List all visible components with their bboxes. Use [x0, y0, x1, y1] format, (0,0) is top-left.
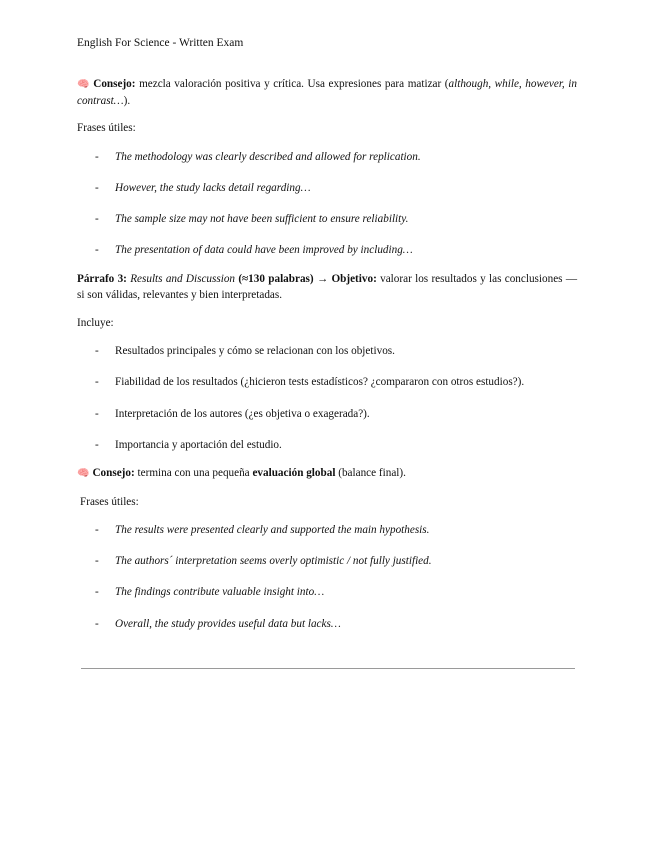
list-item: - Interpretación de los autores (¿es objetiva o exagerada?).: [95, 408, 370, 420]
phrases-label-2: Frases útiles:: [80, 496, 139, 508]
tip-text: termina con una pequeña: [134, 467, 253, 479]
arrow-icon: →: [313, 273, 332, 285]
list-item: - Importancia y aportación del estudio.: [95, 439, 282, 451]
phrases-label-1: Frases útiles:: [77, 122, 136, 134]
list-item: - Overall, the study provides useful data but lacks…: [95, 618, 341, 630]
list-item: - Fiabilidad de los resultados (¿hicieron tests estadísticos? ¿compararon con otros estudios?).: [95, 376, 525, 388]
list-item: - The results were presented clearly and supported the main hypothesis.: [95, 524, 430, 536]
section-name: Results and Discussion: [126, 273, 239, 285]
list-item: - The findings contribute valuable insight into…: [95, 586, 325, 598]
list-item: - Resultados principales y cómo se relacionan con los objetivos.: [95, 345, 395, 357]
tip-emphasis: evaluación global: [252, 467, 336, 479]
tip-paragraph-2: [77, 465, 577, 482]
list-item: - The presentation of data could have been improved by including…: [95, 244, 413, 256]
list-item: - The authors´ interpretation seems overly optimistic / not fully justified.: [95, 555, 432, 567]
objective-label: Objetivo:: [331, 273, 377, 285]
brain-icon: 🧠: [77, 79, 91, 90]
brain-icon: 🧠: [77, 468, 90, 479]
tip-text: mezcla valoración positiva y crítica. Usa expresiones para matizar (: [135, 78, 449, 90]
tip-label: Consejo:: [92, 467, 135, 479]
list-item: - The methodology was clearly described and allowed for replication.: [95, 151, 421, 163]
tip-examples: although, while, however, in contrast…: [77, 78, 577, 107]
list-item: - The sample size may not have been sufficient to ensure reliability.: [95, 213, 409, 225]
paragraph-3-heading: [77, 271, 577, 303]
word-count: (≈130 palabras): [238, 273, 314, 285]
list-item: - However, the study lacks detail regarding…: [95, 182, 311, 194]
horizontal-divider: [81, 668, 575, 669]
tip-text-end: ).: [123, 95, 131, 107]
page-header: English For Science - Written Exam: [77, 37, 244, 49]
includes-label: Incluye:: [77, 317, 114, 329]
objective-text: valorar los resultados y las conclusiones — si son válidas, relevantes y bien interpretadas.: [77, 273, 578, 301]
tip-text-end: (balance final).: [335, 467, 406, 479]
tip-paragraph-1: [77, 76, 577, 109]
paragraph-label: Párrafo 3:: [77, 273, 127, 285]
tip-label: Consejo:: [93, 78, 136, 90]
